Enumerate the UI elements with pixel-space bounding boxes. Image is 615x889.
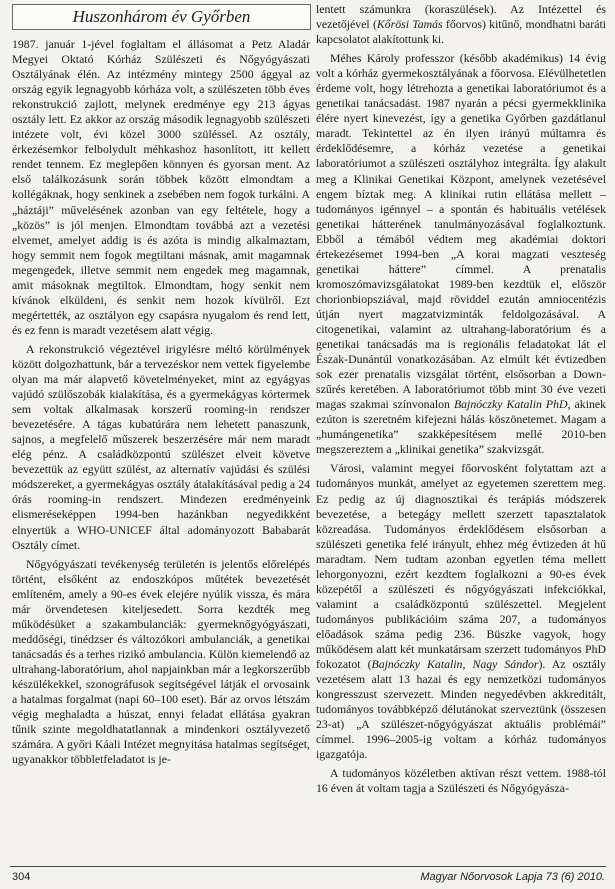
text-run: főorvos) kitűnő, mondhatni baráti kapcsolatot alakítottunk ki. bbox=[316, 17, 607, 47]
page-number: 304 bbox=[12, 871, 31, 883]
text-run: , akinek ezúton is szeretném kifejezni hálás köszönetemet. Magam a „humángenetika” szakképesítésem mellé 2010-ben megszereztem a „klinikai genetika” szakvizsgát. bbox=[316, 397, 607, 457]
section-title-box bbox=[12, 4, 311, 30]
paragraph-2: A rekonstrukció végeztével irigylésre méltó körülmények között dolgozhattunk, bár a tervezéskor nem vettek figyelembe olyan ma már alapvető követelményeket, mint az egyágyas vajúdó szülőszobák kialakítása, és a gyermekágyas kórtermek sem voltak alkalmasak korszerű rooming-in rendszer bevezetésére. A tágas kubatúrára nem lehetett panaszunk, sajnos, a megfelelő műszerek beszerzésére már nem maradt elég pénz. A családközpontú szülészet elveit követve bevezettük az együtt szülést, az alternatív vajúdási és szülési módszereket, a gyermekágyas osztály átalakításával pedig a 24 órás rooming-in rendszert. Mindezen eredményeink elismeréseképpen 1994-ben hazánkban negyedikként elnyertük a WHO-UNICEF által adományozott Bababarát Osztály címet. bbox=[12, 341, 310, 552]
paragraph-3: Nőgyógyászati tevékenység területén is jelentős előrelépés történt, elsőként az endoszkópos műtétek bevezetését említeném, amely a 90-es évek elejére nyúlik vissza, és mára már örvendetesen kiteljesedett. Sorra kezdték meg működésüket a szakambulanciák: gyermeknőgyógyászati, meddőségi, tinédzser és változókori ambulanciák, a genetikai tanácsadás és a terhes rizikó ambulancia. Külön kiemelendő az ultrahang-laboratórium, ahol napjainkban már a legkorszerűbb készülékekkel, szonográfusok segítségével látják el orvosaink a hatalmas forgalmat (napi 60–100 eset). Bár az orvos létszám végig meghaladta a húszat, ennyi feladat ellátása gyakran tűnik szinte megoldhatatlannak a mindenkori osztályvezető számára. A győri Káali Intézet megnyitása hatalmas segítséget, ugyanakkor többletfeladatot is je- bbox=[12, 556, 310, 767]
text-run: Méhes Károly professzor (később akadémikus) 14 évig volt a kórház gyermekosztályának a főorvosa. Elévülhetetlen érdeme volt, hogy létrehozta a genetikai laboratóriumot és a genetikai tanácsadást. 1987 nyarán a pécsi gyermekklinika élére nyert kinevezést, így a genetika Győrben gazdátlanul maradt. Tekintettel az én ilyen irányú múltamra és érdeklődésemre, a kórház vezetése a genetikai laboratóriumot a szülészeti osztályhoz integrálta. Így alakult meg a Klinikai Genetikai Központ, amelynek vezetésével engem bíztak meg. A klinikai rutin ellátása mellett – tudományos igénnyel – a spontán és habituális vetélések genetikai hátterének tanulmányozásával foglalkoztunk. Ebből a témából védtem meg akadémiai doktori értekezésemet 1994-ben „A korai magzati veszteség genetikai háttere” címmel. A prenatalis kromoszómavizsgálatokat 1989-ben kezdtük el, először chorionbiopsziával, majd röviddel ezután amniocentézis útján nyert magzatvizminták feldolgozásával. A citogenetikai, valamint az ultrahang-laboratórium és a genetikai tanácsadás ma is regionális feladatokat lát el Észak-Dunántúl vonatkozásában. Az elmúlt két évtizedben sok ezer prenatalis vizsgálat történt, elsősorban a Down-szűrés keretében. A laboratóriumot több mint 30 éve vezeti magas szakmai színvonalon bbox=[316, 51, 606, 412]
person-name-italic: Kőrösi Tamás bbox=[376, 17, 443, 32]
journal-citation: Magyar Nőorvosok Lapja 73 (6) 2010. bbox=[420, 871, 605, 883]
paragraph-genetics bbox=[316, 51, 606, 457]
left-column bbox=[12, 37, 310, 767]
right-column bbox=[316, 2, 606, 796]
paragraph-public-life: A tudományos közéletben aktívan részt vettem. 1988-tól 16 éven át voltam tagja a Szülészeti és Nőgyógyásza- bbox=[316, 766, 606, 796]
person-name-italic: Bajnóczky Katalin PhD bbox=[453, 397, 568, 412]
paragraph-1: 1987. január 1-jével foglaltam el állásomat a Petz Aladár Megyei Oktató Kórház Szülészeti és Nőgyógyászati Osztályának élén. Az intézmény mintegy 2500 ággyal az ország egyik legnagyobb kórháza volt, a szülészeten több éves rekonstrukció zajlott, melynek eredménye egy 213 ágyas osztály lett. Ez akkor az ország második legnagyobb szülészeti intézete volt, évi közel 3000 szüléssel. Az osztály, érkezésemkor felbolydult méhkashoz hasonlított, itt kellett rendet tennem. Ez meglepően könnyen és gyorsan ment. Az első találkozásunk során többek között elmondtam a kollégáknak, hogy senkinek a zsebében nem fogok turkálni. A „háztáji” művelésének azonban van egy feltétele, hogy a „közös” is jól menjen. Elmondtam továbbá azt a vezetési elvemet, amelyet addig is és azóta is mindig alkalmaztam, hogy semmit nem fogok megtiltani másnak, amit magamnak megengedek, illetve semmit nem engedek meg magamnak, amit másoknak megtiltok. Elmondtam, hogy senkit nem kívánok elküldeni, és senkit nem hozok kívülről. Ezt megértették, az osztályon egy csapásra nyugalom és rend lett, és ez fenn is maradt vezetésem alatt végig. bbox=[12, 37, 310, 337]
paragraph-science bbox=[316, 461, 606, 762]
footer-rule bbox=[10, 866, 606, 867]
text-run: lentett számunkra (koraszülések). Az Intézettel és vezetőjével ( bbox=[316, 2, 606, 32]
person-names-italic: Bajnóczky Katalin, Nagy Sándor bbox=[371, 657, 539, 672]
text-run: ). Az osztály vezetésem alatt 13 hazai és egy nemzetközi tudományos kongresszust szervezett. Minden negyedévben akkreditált, tudományos továbbképző délutánokat szerveztünk (összesen 23-at) „A szülészet-nőgyógyászat aktuális problémái” címmel. 1996–2005-ig voltam a kórház tudományos igazgatója. bbox=[316, 657, 606, 762]
text-run: Városi, valamint megyei főorvosként folytattam azt a tudományos munkát, amelyet az egyetemen szerettem meg. Ez pedig az új diagnosztikai és terápiás módszerek bevezetése, a betegágy mellett szerzett tapasztalatok közreadása. Tudományos érdeklődésem elsősorban a szülészeti genetika felé irányult, ehhez még évtizeden át hű maradtam. Nem tudtam azonban egyetlen téma mellett lehorgonyozni, ezért kezdtem foglalkozni a 90-es évek közepétől a szülészeti és nőgyógyászati infekciókkal, valamint a családközpontú szülészettel. Megjelent tudományos publikációim száma 207, a tudományos előadások száma pedig 236. Büszke vagyok, hogy működésem alatt két munkatársam szerzett tudományos PhD fokozatot ( bbox=[316, 461, 606, 672]
section-title: Huszonhárom év Győrben bbox=[72, 7, 251, 26]
paragraph-continued bbox=[316, 2, 606, 47]
